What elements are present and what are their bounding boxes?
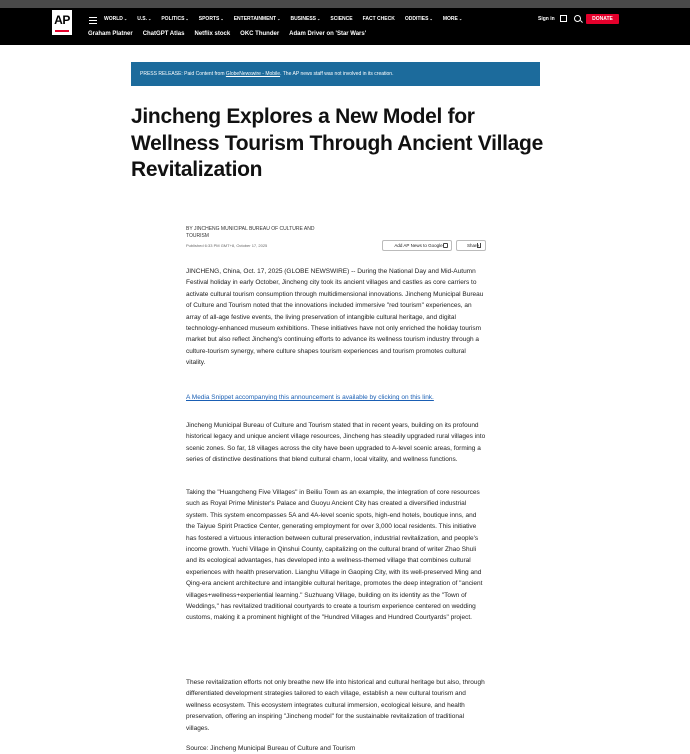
trending-link[interactable]: Netflix stock — [194, 31, 231, 37]
browser-top-strip — [0, 0, 690, 8]
google-icon — [443, 243, 448, 248]
chevron-down-icon: ⌄ — [277, 16, 281, 21]
hamburger-menu-icon[interactable] — [89, 17, 97, 24]
add-ap-to-google-button[interactable] — [382, 240, 452, 251]
nav-item-politics[interactable]: POLITICS⌄ — [161, 16, 189, 22]
nav-item-entertainment[interactable]: ENTERTAINMENT⌄ — [233, 16, 281, 22]
chevron-down-icon: ⌄ — [147, 16, 152, 21]
chevron-down-icon: ⌄ — [317, 16, 321, 21]
ap-logo[interactable]: AP — [52, 10, 72, 35]
article-paragraph-3: Taking the "Huangcheng Five Villages" in Beiliu Town as an example, the integration of core resources such as Royal Prime Minister's Palace and Guoyu Ancient City has created a diversified industrial system. This system encompasses 5A and 4A-level scenic spots, high-end hotels, boutique inns, and the Taiyue Spirit Practice Center, generating employment for over 3,000 local residents. This initiative has fostered a virtuous interaction between cultural preservation, industrial revitalization, and people's income growth. Yuchi Village in Qinshui County, capitalizing on the cultural brand of writer Zhao Shuli and its ecological advantages, has developed into a wellness-themed village that combines cultural experiences with health preservation. Lianghu Village in Gaoping City, with its well-preserved Ming and Qing-era ancient architecture and intangible cultural heritage, promotes the deep integration of "ancient villages+wellness+experiential learning." Suzhuang Village, building on its identity as the "Town of Weddings," has revitalized traditional courtyards to create a tourism experience centered on wedding customs, making it a prominent highlight of the "Hundred Villages and Hundred Courtyards" project. — [186, 489, 483, 622]
article-paragraph-1: JINCHENG, China, Oct. 17, 2025 (GLOBE NEWSWIRE) -- During the National Day and Mid-Autumn Festival holiday in early October, Jincheng city took its ancient villages and castles as core carriers to activate cultural tourism consumption through multidimensional innovations. Jincheng Municipal Bureau of Culture and Tourism noted that the innovations included immersive "red tourism" experiences, an array of all-age festive events, the living preservation of intangible cultural heritage, and digital technology-enhanced museum exhibitions. These initiatives have not only enriched the holiday tourism market but also reflect Jincheng's continuing efforts to advance its wellness tourism industry through a culture-tourism synergy, where culture shapes tourism experiences and tourism promotes cultural vitality. — [186, 268, 484, 367]
trending-bar — [88, 30, 376, 38]
search-icon[interactable] — [574, 15, 581, 22]
article-byline[interactable]: BY JINCHENG MUNICIPAL BUREAU OF CULTURE AND TOURISM — [186, 226, 315, 239]
main-nav — [104, 15, 472, 23]
banner-suffix: . The AP news staff was not involved in its creation. — [280, 71, 394, 77]
add-google-label: Add AP News to Google — [394, 243, 443, 248]
article-paragraph-2: Jincheng Municipal Bureau of Culture and Tourism stated that in recent years, building on its profound historical legacy and unique ancient village resources, Jincheng has steadily upgraded rural villages into scenic zones. So far, 18 villages across the city have been upgraded to A-level scenic areas, forming a series of distinctive destinations that blend cultural charm, local vitality, and wellness functions. — [186, 422, 486, 464]
chevron-down-icon: ⌄ — [123, 16, 128, 21]
chevron-down-icon: ⌄ — [429, 16, 433, 21]
press-release-banner — [131, 62, 540, 86]
nav-item-world[interactable]: WORLD⌄ — [104, 16, 128, 22]
site-header — [0, 8, 690, 45]
nav-item-fact-check[interactable]: FACT CHECK — [362, 16, 395, 22]
nav-item-u-s[interactable]: U.S.⌄ — [137, 16, 152, 22]
trending-link[interactable]: Graham Platner — [88, 31, 133, 37]
nav-item-business[interactable]: BUSINESS⌄ — [290, 16, 321, 22]
nav-item-more[interactable]: MORE⌄ — [442, 16, 463, 22]
sign-in-link[interactable]: Sign in — [538, 16, 555, 22]
nav-item-science[interactable]: SCIENCE — [330, 16, 353, 22]
banner-source-link[interactable]: GlobeNewswire - Mobile — [225, 71, 281, 77]
donate-button[interactable]: DONATE — [586, 14, 619, 24]
media-snippet-link[interactable]: A Media Snippet accompanying this announcement is available by clicking on this link. — [186, 394, 434, 401]
share-label: Share — [466, 243, 479, 248]
nav-item-oddities[interactable]: ODDITIES⌄ — [404, 16, 433, 22]
nav-item-sports[interactable]: SPORTS⌄ — [198, 16, 224, 22]
share-button[interactable] — [456, 240, 486, 251]
flag-icon[interactable] — [560, 15, 567, 22]
chevron-down-icon: ⌄ — [458, 16, 463, 21]
trending-link[interactable]: OKC Thunder — [240, 31, 280, 37]
chevron-down-icon: ⌄ — [220, 16, 224, 21]
published-timestamp: Published 6:33 PM GMT+8, October 17, 2025 — [186, 243, 268, 248]
trending-link[interactable]: ChatGPT Atlas — [142, 31, 185, 37]
article-headline: Jincheng Explores a New Model for Wellness Tourism Through Ancient Village Revitalization — [131, 105, 543, 181]
share-icon — [477, 243, 481, 248]
chevron-down-icon: ⌄ — [185, 16, 189, 21]
banner-prefix: PRESS RELEASE: Paid Content from — [140, 71, 226, 77]
article-paragraph-4: These revitalization efforts not only breathe new life into historical and cultural heritage but also, through differentiated development strategies tailored to each village, establish a new cultural tourism and wellness ecosystem. This ecosystem integrates cultural immersion, ecological leisure, and health preservation, offering an inspiring "Jincheng model" for the sustainable revitalization of traditional villages. — [186, 679, 485, 732]
trending-link[interactable]: Adam Driver on 'Star Wars' — [289, 31, 367, 37]
article-source: Source: Jincheng Municipal Bureau of Culture and Tourism — [186, 745, 356, 752]
